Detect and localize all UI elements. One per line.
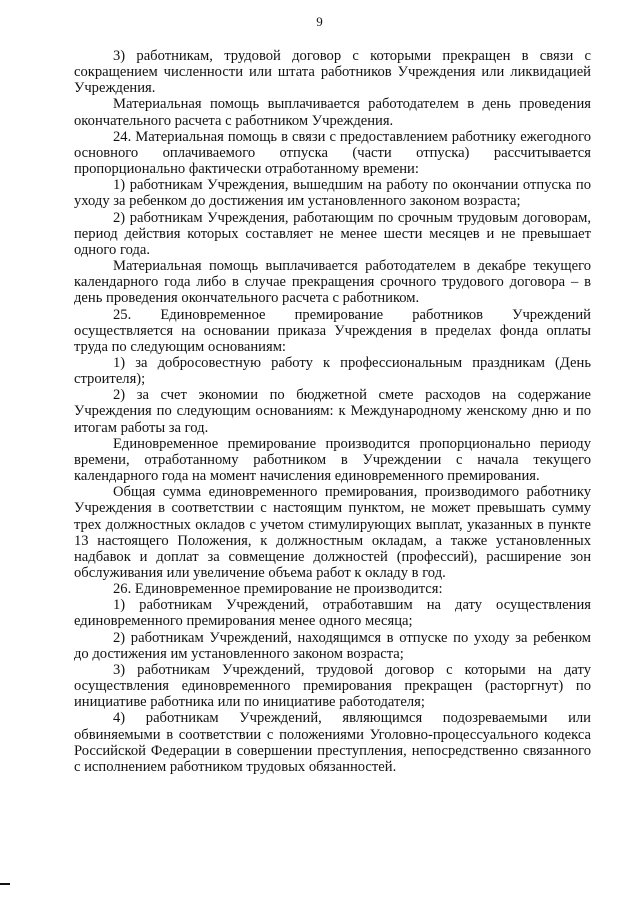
- paragraph-clause-26: 26. Единовременное премирование не производится:: [113, 581, 443, 598]
- paragraph-clause-26-item-2: 2) работникам Учреждений, находящимся в отпуске по уходу за ребенком до достижения им установленного законом возраста;: [74, 629, 591, 662]
- paragraph-payment-final-settlement: Материальная помощь выплачивается работодателем в день проведения окончательного расчета с работником Учреждения.: [74, 96, 591, 129]
- paragraph-clause-26-item-1: 1) работникам Учреждений, отработавшим на дату осуществления единовременного премирования менее одного месяца;: [74, 597, 591, 630]
- paragraph-bonus-total-limit: Общая сумма единовременного премирования, производимого работнику Учреждения в соответствии с настоящим пунктом, не может превышать сумму трех должностных окладов с учетом стимулирующих выплат, указанных в пункте 13 настоящего Положения, к должностным окладам, а также установленных надбавок и доплат за совмещение должностей (профессий), расширение зон обслуживания или увеличение объема работ к окладу в год.: [74, 484, 591, 581]
- paragraph-clause-25-item-1: 1) за добросовестную работу к профессиональным праздникам (День строителя);: [74, 354, 591, 388]
- paragraph-clause-25: 25. Единовременное премирование работников Учреждений осуществляется на основании приказа Учреждения в пределах фонда оплаты труда по следующим основаниям:: [74, 306, 591, 355]
- page-number: 9: [316, 14, 323, 29]
- paragraph-clause-26-item-4: 4) работникам Учреждений, являющимся подозреваемыми или обвиняемыми в соответствии с положениями Уголовно-процессуального кодекса Российской Федерации в совершении преступления, непосредственно связанного с исполнением работником трудовых обязанностей.: [74, 710, 591, 775]
- document-body: [74, 48, 591, 775]
- paragraph-clause-24: 24. Материальная помощь в связи с предоставлением работнику ежегодного основного оплачиваемого отпуска (части отпуска) рассчитывается пропорционально фактически отработанному времени:: [74, 128, 591, 178]
- scan-edge-mark: [0, 883, 10, 885]
- paragraph-bonus-proportional: Единовременное премирование производится пропорционально периоду времени, отработанному работником в Учреждении с начала текущего календарного года на момент начисления единовременного премирования.: [74, 435, 591, 485]
- paragraph-clause-24-item-1: 1) работникам Учреждения, вышедшим на работу по окончании отпуска по уходу за ребенком до достижения им установленного законом возраста;: [74, 177, 591, 210]
- paragraph-item-3-terminated: 3) работникам, трудовой договор с которыми прекращен в связи с сокращением численности или штата работников Учреждения или ликвидацией Учреждения.: [74, 48, 591, 97]
- paragraph-clause-25-item-2: 2) за счет экономии по бюджетной смете расходов на содержание Учреждения по следующим основаниям: к Международному женскому дню и по итогам работы за год.: [74, 387, 591, 436]
- paragraph-clause-24-item-2: 2) работникам Учреждения, работающим по срочным трудовым договорам, период действия которых составляет не менее шести месяцев и не превышает одного года.: [74, 209, 591, 258]
- paragraph-clause-26-item-3: 3) работникам Учреждений, трудовой договор с которыми на дату осуществления единовременного премирования прекращен (расторгнут) по инициативе работника или по инициативе работодателя;: [74, 661, 591, 711]
- paragraph-payment-december: Материальная помощь выплачивается работодателем в декабре текущего календарного года либо в случае прекращения срочного трудового договора – в день проведения окончательного расчета с работником.: [74, 258, 591, 307]
